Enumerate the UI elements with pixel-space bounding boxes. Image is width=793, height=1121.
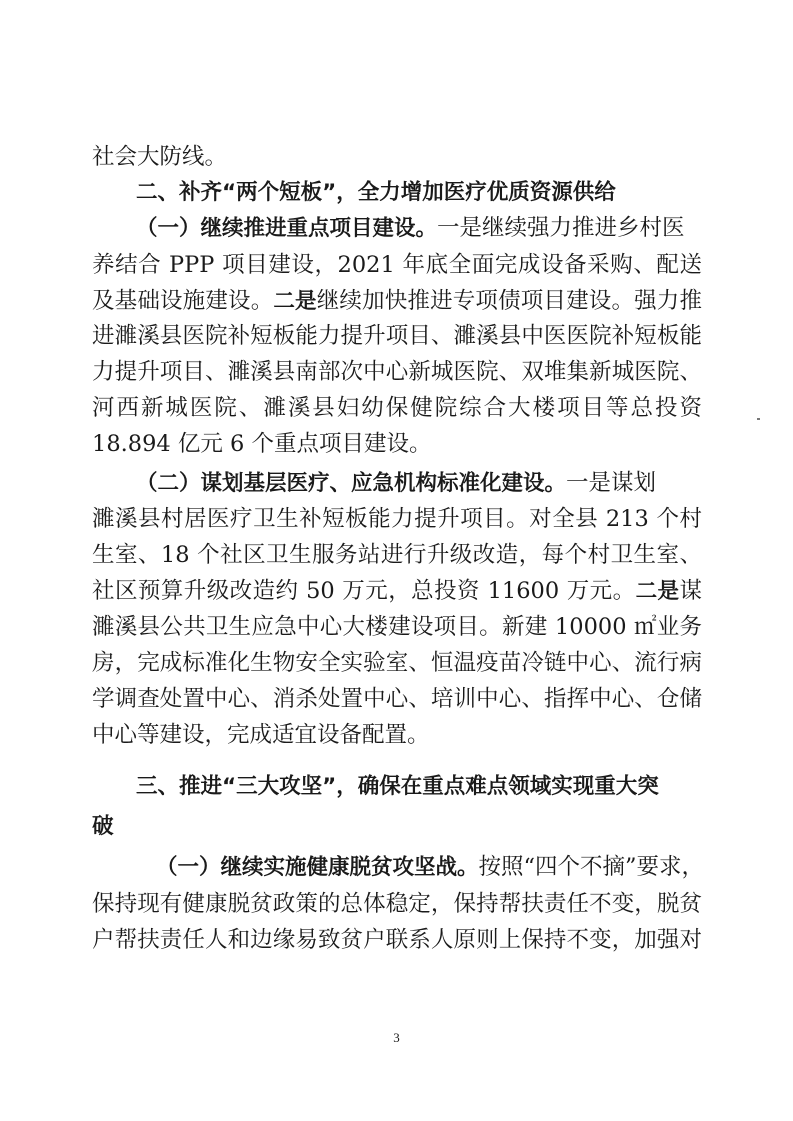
text-line: 18.894 亿元 6 个重点项目建设。 [92, 431, 432, 457]
page-number: 3 [393, 1030, 400, 1045]
text-line: 生室、18 个社区卫生服务站进行升级改造，每个村卫生室、 [92, 542, 702, 568]
section-heading-cont: 破 [92, 814, 114, 839]
text-line: 养结合 PPP 项目建设，2021 年底全面完成设备采购、配送 [92, 252, 702, 278]
text-line: 社会大防线。 [92, 144, 228, 170]
text-line: （一）继续实施健康脱贫攻坚战。按照“四个不摘”要求， [156, 854, 705, 880]
text-line: 濉溪县村居医疗卫生补短板能力提升项目。对全县 213 个村 [92, 506, 702, 532]
text-line: 进濉溪县医院补短板能力提升项目、濉溪县中医医院补短板能 [92, 323, 702, 349]
text-line: 河西新城医院、濉溪县妇幼保健院综合大楼项目等总投资 [92, 395, 702, 421]
text-line: 濉溪县公共卫生应急中心大楼建设项目。新建 10000 ㎡业务 [92, 614, 702, 640]
text-line: 户帮扶责任人和边缘易致贫户联系人原则上保持不变，加强对 [92, 927, 702, 953]
text-line: 力提升项目、濉溪县南部次中心新城医院、双堆集新城医院、 [92, 359, 702, 385]
section-heading: 三、推进“三大攻坚”，确保在重点难点领域实现重大突 [136, 774, 659, 799]
text-line: 保持现有健康脱贫政策的总体稳定，保持帮扶责任不变，脱贫 [92, 891, 702, 917]
text-line: （二）谋划基层医疗、应急机构标准化建设。一是谋划 [136, 470, 657, 496]
section-heading: 二、补齐“两个短板”，全力增加医疗优质资源供给 [136, 180, 616, 205]
text-line: 房，完成标准化生物安全实验室、恒温疫苗冷链中心、流行病 [92, 650, 702, 676]
text-line: 中心等建设，完成适宜设备配置。 [92, 722, 430, 748]
text-line: 及基础设施建设。二是继续加快推进专项债项目建设。强力推 [92, 288, 702, 314]
text-line: （一）继续推进重点项目建设。一是继续强力推进乡村医 [136, 215, 685, 241]
text-line: 学调查处置中心、消杀处置中心、培训中心、指挥中心、仓储 [92, 686, 702, 712]
scan-speck [757, 418, 760, 420]
text-line: 社区预算升级改造约 50 万元，总投资 11600 万元。二是谋 [92, 578, 702, 604]
